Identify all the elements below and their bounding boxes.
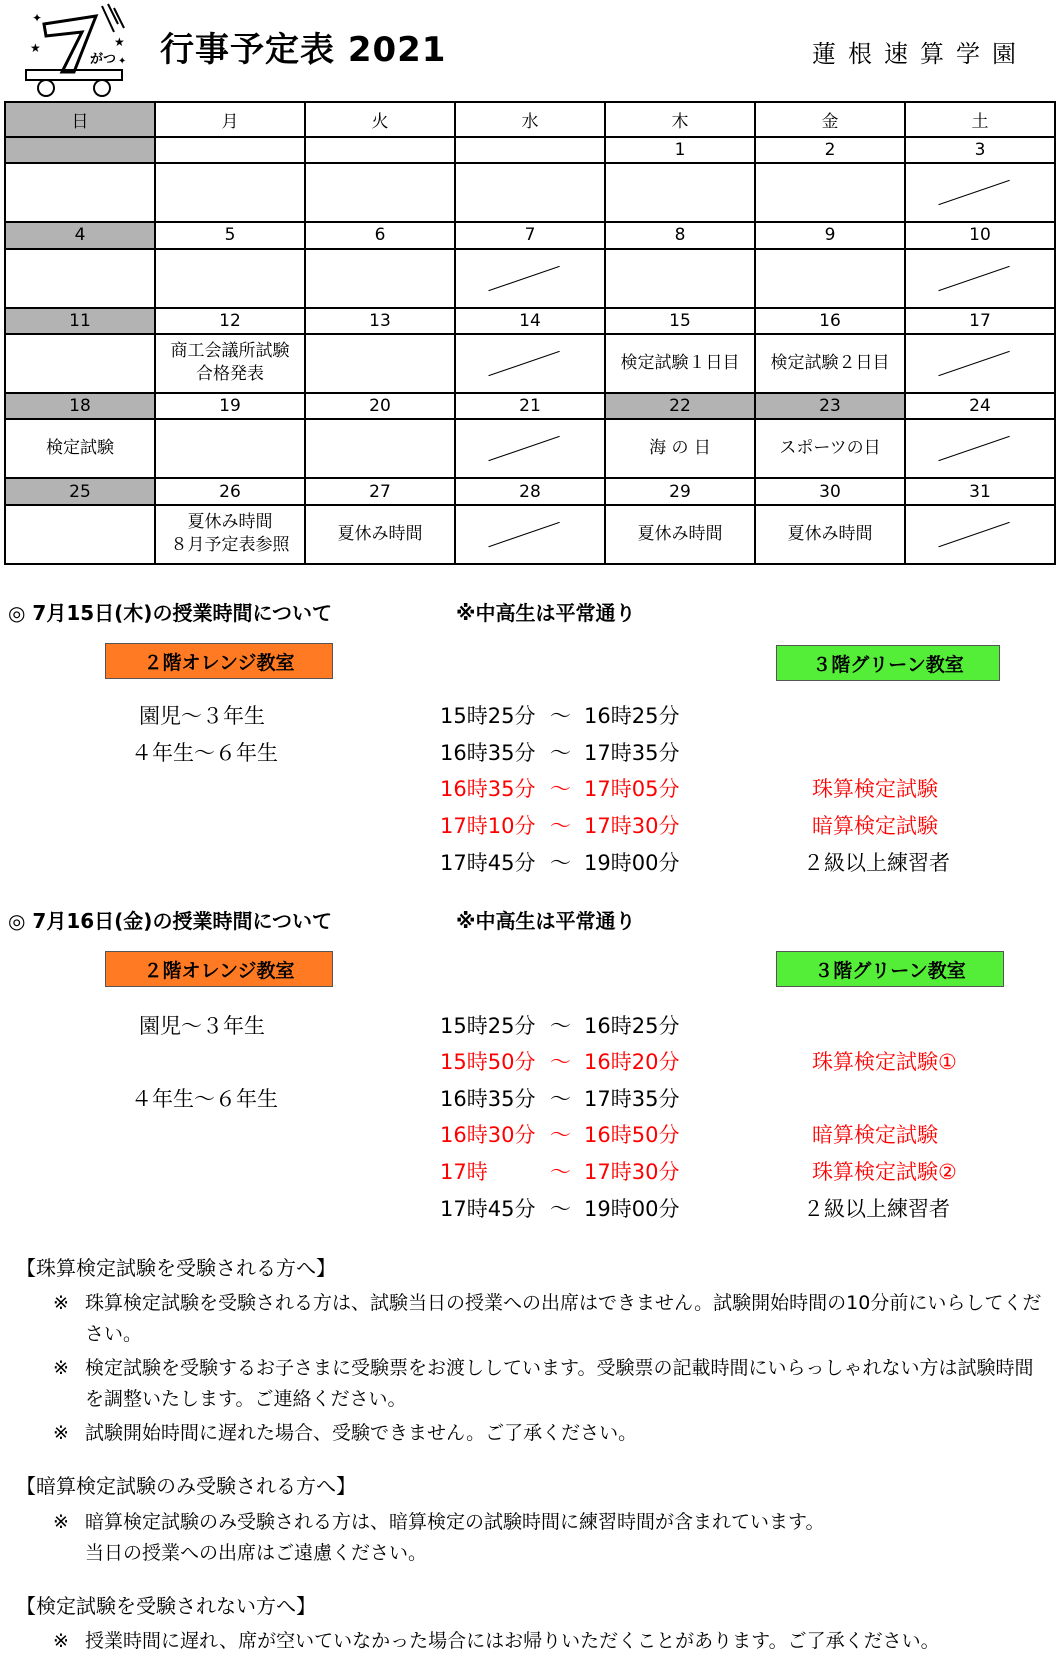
event-cell xyxy=(605,334,755,393)
event-cell xyxy=(5,505,155,564)
time-start: 17時 xyxy=(440,1160,488,1184)
event-cell xyxy=(155,419,305,478)
date-cell: 12 xyxy=(155,308,305,334)
week-1-dates xyxy=(5,137,1055,163)
date-cell xyxy=(5,137,155,163)
date-cell: 21 xyxy=(455,393,605,419)
event-text: 夏休み時間 xyxy=(637,523,723,544)
closed-day-cell xyxy=(905,163,1055,222)
note-mark: ※ xyxy=(53,1292,69,1314)
event-text: 夏休み時間 xyxy=(187,512,273,533)
time-end: 17時30分 xyxy=(584,1160,680,1184)
event-cell xyxy=(305,249,455,308)
time-sep: ～ xyxy=(550,1123,571,1147)
time-end: 17時05分 xyxy=(584,777,680,801)
event-cell xyxy=(755,334,905,393)
week-2-dates xyxy=(5,222,1055,248)
date-cell: 7 xyxy=(455,222,605,248)
event-cell xyxy=(605,249,755,308)
weekday-mon: 月 xyxy=(155,102,305,137)
time-end: 19時00分 xyxy=(584,851,680,875)
note-text: 試験開始時間に遅れた場合、受験できません。ご了承ください。 xyxy=(85,1422,638,1444)
event-text: ８月予定表参照 xyxy=(170,535,290,556)
note-text: 授業時間に遅れ、席が空いていなかった場合にはお帰りいただくことがあります。ご了承ください。 xyxy=(85,1630,940,1652)
week-3-dates xyxy=(5,308,1055,334)
weekday-tue: 火 xyxy=(305,102,455,137)
event-cell xyxy=(5,163,155,222)
date-cell xyxy=(155,137,305,163)
event-text: 夏休み時間 xyxy=(337,523,423,544)
event-cell xyxy=(155,249,305,308)
date-cell: 15 xyxy=(605,308,755,334)
room-green-badge: ３階グリーン教室 xyxy=(776,645,1000,681)
closed-slash xyxy=(456,250,604,307)
note-mark: ※ xyxy=(53,1511,69,1533)
date-cell: 22 xyxy=(605,393,755,419)
notice-bullet xyxy=(53,1288,1051,1350)
time-sep: ～ xyxy=(550,814,571,838)
closed-slash xyxy=(456,506,604,563)
event-cell xyxy=(155,505,305,564)
july-logo xyxy=(24,2,134,100)
date-cell: 5 xyxy=(155,222,305,248)
notice-heading-anzan: 【暗算検定試験のみ受験される方へ】 xyxy=(16,1474,356,1498)
time-end: 17時35分 xyxy=(584,1087,680,1111)
time-end: 17時35分 xyxy=(584,741,680,765)
time-sep: ～ xyxy=(550,1050,571,1074)
grade-label: 園児～３年生 xyxy=(139,704,265,728)
week-4-dates xyxy=(5,393,1055,419)
time-sep: ～ xyxy=(550,1087,571,1111)
closed-day-cell xyxy=(905,249,1055,308)
event-cell xyxy=(155,334,305,393)
section2-heading: ◎ 7月16日(金)の授業時間について xyxy=(8,909,333,933)
svg-text:✦: ✦ xyxy=(118,56,127,67)
time-sep: ～ xyxy=(550,777,571,801)
closed-slash xyxy=(456,420,604,477)
page-title: 行事予定表 2021 xyxy=(160,30,447,70)
date-cell: 8 xyxy=(605,222,755,248)
date-cell: 23 xyxy=(755,393,905,419)
date-cell: 24 xyxy=(905,393,1055,419)
date-cell: 30 xyxy=(755,478,905,504)
closed-day-cell xyxy=(905,334,1055,393)
svg-text:★: ★ xyxy=(114,35,125,49)
time-sep: ～ xyxy=(550,1014,571,1038)
week-4-events xyxy=(5,419,1055,478)
date-cell: 10 xyxy=(905,222,1055,248)
time-start: 17時10分 xyxy=(440,814,536,838)
note-mark: ※ xyxy=(53,1357,69,1379)
notice-heading-noexam: 【検定試験を受験されない方へ】 xyxy=(16,1594,316,1618)
time-sep: ～ xyxy=(550,1160,571,1184)
note-text: 珠算検定試験を受験される方は、試験当日の授業への出席はできません。試験開始時間の10分前にいらしてください。 xyxy=(85,1292,1042,1345)
date-cell: 19 xyxy=(155,393,305,419)
note-mark: ※ xyxy=(53,1630,69,1652)
week-2-events xyxy=(5,249,1055,308)
event-cell xyxy=(305,334,455,393)
time-start: 15時25分 xyxy=(440,1014,536,1038)
section1-heading: ◎ 7月15日(木)の授業時間について xyxy=(8,601,333,625)
notice-bullet xyxy=(53,1626,1051,1657)
date-cell: 4 xyxy=(5,222,155,248)
time-start: 15時50分 xyxy=(440,1050,536,1074)
section1-note: ※中高生は平常通り xyxy=(456,601,636,625)
exam-label: 珠算検定試験① xyxy=(812,1050,957,1074)
date-cell: 18 xyxy=(5,393,155,419)
event-text: 商工会議所試験 xyxy=(170,341,290,362)
time-start: 16時35分 xyxy=(440,1087,536,1111)
date-cell xyxy=(455,137,605,163)
event-cell xyxy=(605,163,755,222)
time-start: 17時45分 xyxy=(440,1197,536,1221)
calendar-table xyxy=(4,101,1056,565)
time-start: 16時30分 xyxy=(440,1123,536,1147)
event-text: 検定試験 xyxy=(46,438,114,459)
date-cell: 27 xyxy=(305,478,455,504)
date-cell: 16 xyxy=(755,308,905,334)
event-cell xyxy=(755,163,905,222)
event-text: 夏休み時間 xyxy=(787,523,873,544)
date-cell: 17 xyxy=(905,308,1055,334)
closed-slash xyxy=(906,506,1054,563)
date-cell: 13 xyxy=(305,308,455,334)
date-cell: 9 xyxy=(755,222,905,248)
note-text: 暗算検定試験のみ受験される方は、暗算検定の試験時間に練習時間が含まれています。 xyxy=(85,1511,825,1533)
section2-note: ※中高生は平常通り xyxy=(456,909,636,933)
exam-label: ２級以上練習者 xyxy=(803,1197,950,1221)
date-cell: 25 xyxy=(5,478,155,504)
event-text: スポーツの日 xyxy=(779,438,881,459)
weekday-header-row xyxy=(5,102,1055,137)
svg-text:✦: ✦ xyxy=(32,11,43,25)
time-end: 16時25分 xyxy=(584,704,680,728)
event-text: 検定試験２日目 xyxy=(770,352,890,373)
event-cell xyxy=(605,419,755,478)
room-orange-badge: ２階オレンジ教室 xyxy=(105,643,333,679)
time-end: 16時50分 xyxy=(584,1123,680,1147)
grade-label: ４年生～６年生 xyxy=(131,1087,278,1111)
event-cell xyxy=(5,419,155,478)
time-sep: ～ xyxy=(550,851,571,875)
closed-slash xyxy=(456,335,604,392)
time-start: 17時45分 xyxy=(440,851,536,875)
exam-label: 暗算検定試験 xyxy=(812,814,938,838)
event-cell xyxy=(455,163,605,222)
time-end: 17時30分 xyxy=(584,814,680,838)
date-cell: 6 xyxy=(305,222,455,248)
exam-label: 珠算検定試験② xyxy=(812,1160,957,1184)
closed-slash xyxy=(906,250,1054,307)
time-end: 16時20分 xyxy=(584,1050,680,1074)
closed-day-cell xyxy=(455,505,605,564)
weekday-thu: 木 xyxy=(605,102,755,137)
week-3-events xyxy=(5,334,1055,393)
grade-label: 園児～３年生 xyxy=(139,1014,265,1038)
date-cell: 29 xyxy=(605,478,755,504)
july-logo-graphic xyxy=(24,2,134,100)
date-cell: 26 xyxy=(155,478,305,504)
date-cell: 11 xyxy=(5,308,155,334)
event-cell xyxy=(305,419,455,478)
closed-slash xyxy=(906,420,1054,477)
weekday-sun: 日 xyxy=(5,102,155,137)
week-5-events xyxy=(5,505,1055,564)
event-text: 検定試験１日目 xyxy=(620,352,740,373)
date-cell: 31 xyxy=(905,478,1055,504)
event-text: 合格発表 xyxy=(196,364,264,385)
closed-day-cell xyxy=(455,334,605,393)
event-cell xyxy=(755,505,905,564)
time-start: 16時35分 xyxy=(440,777,536,801)
time-start: 15時25分 xyxy=(440,704,536,728)
date-cell: 28 xyxy=(455,478,605,504)
note-mark: ※ xyxy=(53,1422,69,1444)
event-text: 海 の 日 xyxy=(649,438,711,459)
closed-day-cell xyxy=(455,419,605,478)
time-sep: ～ xyxy=(550,704,571,728)
note-text-cont: 当日の授業への出席はご遠慮ください。 xyxy=(85,1542,428,1564)
weekday-wed: 水 xyxy=(455,102,605,137)
grade-label: ４年生～６年生 xyxy=(131,741,278,765)
week-5-dates xyxy=(5,478,1055,504)
event-cell xyxy=(755,419,905,478)
weekday-fri: 金 xyxy=(755,102,905,137)
time-sep: ～ xyxy=(550,1197,571,1221)
event-cell xyxy=(5,334,155,393)
event-cell xyxy=(305,505,455,564)
exam-label: 暗算検定試験 xyxy=(812,1123,938,1147)
time-start: 16時35分 xyxy=(440,741,536,765)
room-orange-badge: ２階オレンジ教室 xyxy=(105,951,333,987)
time-sep: ～ xyxy=(550,741,571,765)
date-cell: 3 xyxy=(905,137,1055,163)
notice-bullet xyxy=(53,1418,1051,1449)
closed-slash xyxy=(906,164,1054,221)
notice-heading-soroban: 【珠算検定試験を受験される方へ】 xyxy=(16,1256,336,1280)
event-cell xyxy=(305,163,455,222)
school-name: 蓮根速算学園 xyxy=(812,40,1028,68)
notice-bullet xyxy=(53,1353,1051,1415)
event-cell xyxy=(605,505,755,564)
notice-bullet xyxy=(53,1507,1051,1569)
event-cell xyxy=(5,249,155,308)
time-end: 16時25分 xyxy=(584,1014,680,1038)
date-cell xyxy=(305,137,455,163)
closed-day-cell xyxy=(905,419,1055,478)
week-1-events xyxy=(5,163,1055,222)
date-cell: 1 xyxy=(605,137,755,163)
note-text: 検定試験を受験するお子さまに受験票をお渡ししています。受験票の記載時間にいらっしゃれない方は試験時間を調整いたします。ご連絡ください。 xyxy=(85,1357,1034,1410)
weekday-sat: 土 xyxy=(905,102,1055,137)
room-green-badge: ３階グリーン教室 xyxy=(776,951,1004,987)
exam-label: 珠算検定試験 xyxy=(812,777,938,801)
date-cell: 14 xyxy=(455,308,605,334)
date-cell: 2 xyxy=(755,137,905,163)
logo-sub: がつ xyxy=(90,52,117,67)
event-cell xyxy=(155,163,305,222)
svg-text:★: ★ xyxy=(30,41,41,55)
date-cell: 20 xyxy=(305,393,455,419)
closed-slash xyxy=(906,335,1054,392)
event-cell xyxy=(755,249,905,308)
exam-label: ２級以上練習者 xyxy=(803,851,950,875)
closed-day-cell xyxy=(905,505,1055,564)
time-end: 19時00分 xyxy=(584,1197,680,1221)
closed-day-cell xyxy=(455,249,605,308)
